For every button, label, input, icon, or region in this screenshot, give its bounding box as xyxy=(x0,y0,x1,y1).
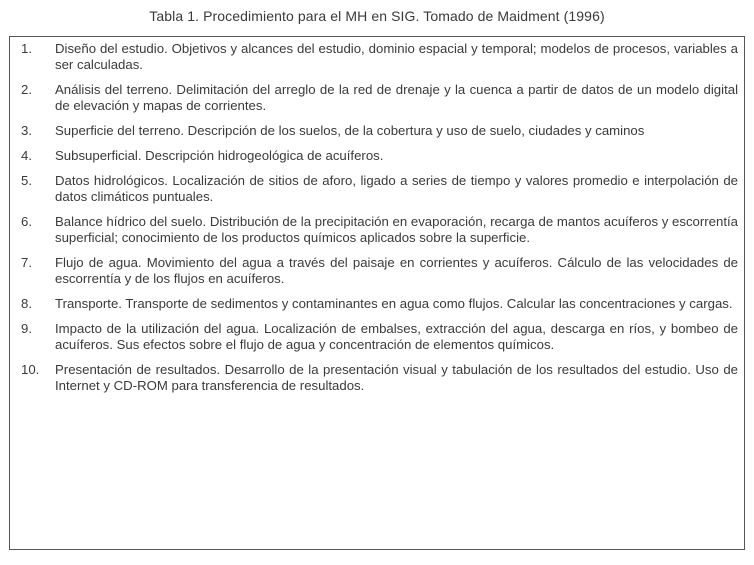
procedure-table xyxy=(9,36,745,550)
item-text: Impacto de la utilización del agua. Localización de embalses, extracción del agua, descarga en ríos, y bombeo de acuíferos. Sus efectos sobre el flujo de agua y concentración de elementos químicos. xyxy=(55,321,738,352)
item-number: 3. xyxy=(21,123,32,138)
list-item xyxy=(10,123,744,139)
item-text: Subsuperficial. Descripción hidrogeológica de acuíferos. xyxy=(55,148,384,163)
list-item xyxy=(10,255,744,287)
item-text: Análisis del terreno. Delimitación del arreglo de la red de drenaje y la cuenca a partir de datos de un modelo digital de elevación y mapas de corrientes. xyxy=(55,82,738,113)
item-number: 9. xyxy=(21,321,32,336)
item-text: Presentación de resultados. Desarrollo de la presentación visual y tabulación de los resultados del estudio. Uso de Internet y CD-ROM para transferencia de resultados. xyxy=(55,362,738,393)
table-caption: Tabla 1. Procedimiento para el MH en SIG. Tomado de Maidment (1996) xyxy=(149,8,605,24)
list-item xyxy=(10,214,744,246)
list-item xyxy=(10,173,744,205)
list-item xyxy=(10,296,744,312)
list-item xyxy=(10,148,744,164)
item-number: 2. xyxy=(21,82,32,97)
item-number: 1. xyxy=(21,41,32,56)
item-text: Flujo de agua. Movimiento del agua a través del paisaje en corrientes y acuíferos. Cálculo de las velocidades de escorrentía y de los flujos en acuíferos. xyxy=(55,255,738,286)
list-item xyxy=(10,41,744,73)
item-number: 8. xyxy=(21,296,32,311)
item-text: Diseño del estudio. Objetivos y alcances del estudio, dominio espacial y temporal; modelos de procesos, variables a ser calculadas. xyxy=(55,41,738,72)
item-text: Balance hídrico del suelo. Distribución de la precipitación en evaporación, recarga de mantos acuíferos y escorrentía superficial; conocimiento de los productos químicos aplicados sobre la superficie. xyxy=(55,214,738,245)
item-text: Superficie del terreno. Descripción de los suelos, de la cobertura y uso de suelo, ciudades y caminos xyxy=(55,123,645,138)
list-item xyxy=(10,321,744,353)
item-text: Transporte. Transporte de sedimentos y contaminantes en agua como flujos. Calcular las concentraciones y cargas. xyxy=(55,296,733,311)
item-text: Datos hidrológicos. Localización de sitios de aforo, ligado a series de tiempo y valores promedio e interpolación de datos climáticos puntuales. xyxy=(55,173,738,204)
list-item xyxy=(10,82,744,114)
item-number: 7. xyxy=(21,255,32,270)
procedure-list xyxy=(10,41,744,403)
item-number: 4. xyxy=(21,148,32,163)
item-number: 5. xyxy=(21,173,32,188)
list-item xyxy=(10,362,744,394)
item-number: 10. xyxy=(21,362,40,377)
item-number: 6. xyxy=(21,214,32,229)
